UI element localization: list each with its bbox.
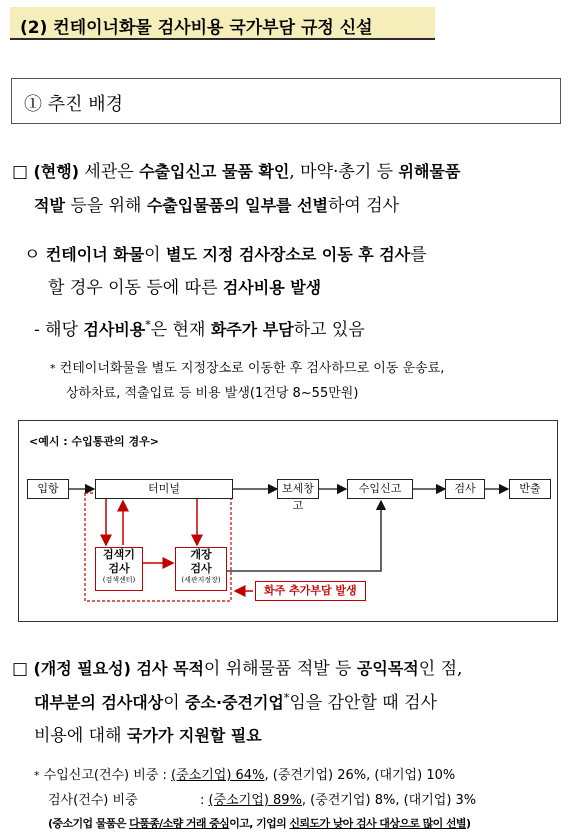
text-bold: 공익목적 [356,659,419,678]
text-bold: 적발 [34,196,65,215]
text: 비용에 대해 [34,726,127,746]
text: 해당 [45,320,84,340]
note2-row2 [48,789,476,808]
node-bonded-warehouse: 보세창고 [277,479,319,499]
footnote-star: * [50,362,56,375]
text-bold: 수출입신고 물품 확인 [139,162,290,181]
subsection-box [11,78,561,124]
text-bold: 별도 지정 검사장소로 이동 후 검사 [165,245,411,264]
text: , (중견기업) 26%, (대기업) 10% [264,768,456,783]
text: 은 현재 [150,320,211,340]
diagram-caption: <예시 : 수입통관의 경우> [29,435,159,448]
para4-line1 [12,654,462,679]
text-bold: (개정 필요성) 검사 목적 [33,659,204,678]
node-xray-inspection [95,547,143,591]
text: 를 [410,245,427,265]
note1-line2 [66,382,358,401]
para3 [34,315,365,340]
para1-line1 [12,157,460,182]
text: 수입신고(건수) 비중 : [43,768,172,783]
text-underlined: (중소기업) 64% [171,768,265,783]
bullet-square: □ [12,659,29,679]
text: 하고 있음 [293,320,365,340]
node-terminal: 터미널 [95,479,233,499]
bullet-circle: ㅇ [24,245,41,265]
text: 상하차료, 적출입료 등 비용 발생(1건당 8~55만원) [66,386,359,401]
text-bold: 검사비용 [83,320,146,339]
footnote-star: * [283,691,290,705]
text: : [200,793,209,808]
footnote-star: * [34,769,40,782]
node-open-inspection [175,547,227,591]
text: 이 위해물품 적발 등 [203,659,357,679]
text-bold: 대부분의 검사대상 [34,693,164,712]
xray-sublabel: (검색센터) [102,576,136,584]
text: 등을 위해 [64,196,147,216]
para2-line2 [48,273,321,298]
text: 이 [163,693,186,713]
process-diagram [18,420,558,622]
text-underlined: 다품종/소량 거래 중심 [129,817,230,830]
text-underlined: (중소기업) 89% [208,793,302,808]
node-release: 반출 [509,479,551,499]
text: 인 점, [418,659,463,679]
text: 세관은 [79,162,140,182]
text: 검사(건수) 비중 [48,793,138,808]
text: 하여 검사 [328,196,400,216]
open-sublabel: (세관지정장) [181,576,221,584]
note2-row3 [48,815,470,831]
note2-row1 [34,764,455,783]
text: 이 [144,245,166,265]
section-title-box [10,7,435,40]
text: ) [465,817,471,830]
text-bold: 중소·중견기업 [185,693,284,712]
para4-line3 [34,721,262,746]
section-title: (2) 컨테이너화물 검사비용 국가부담 규정 신설 [20,18,373,38]
text-bold: 컨테이너 화물 [45,245,145,264]
para1-line2 [34,191,399,216]
text-bold: 국가가 지원할 필요 [126,726,262,745]
text: , (중견기업) 8%, (대기업) 3% [301,793,477,808]
text: 임을 감안할 때 검사 [289,693,437,713]
text-bold: 수출입물품의 일부를 선별 [146,196,328,215]
subsection-title: ① 추진 배경 [24,94,123,115]
bullet-dash: - [34,320,40,340]
xray-label: 검색기 검사 [103,548,135,575]
text: 할 경우 이동 등에 따른 [48,278,223,298]
footnote-star: * [145,318,151,332]
text: 이고, 기업의 [229,817,290,830]
node-import-port: 입항 [27,479,69,499]
para2-line1 [24,240,427,265]
text: , 마약·총기 등 [289,162,399,182]
bullet-square: □ [12,162,29,182]
open-label: 개장 검사 [190,548,212,575]
para4-line2 [34,688,437,713]
text-bold: 검사비용 발생 [222,278,322,297]
text: (중소기업 물품은 [48,817,130,830]
text-underlined: 신뢰도가 낮아 검사 대상으로 많이 선별 [289,817,466,830]
added-cost-label: 화주 추가부담 발생 [255,581,366,601]
node-import-declaration: 수입신고 [347,479,413,499]
arrow-open-declare [227,501,381,571]
text-bold: 화주가 부담 [210,320,294,339]
text-bold: 위해물품 [398,162,461,181]
node-inspection: 검사 [445,479,485,499]
text-bold: (현행) [33,162,80,181]
text: 컨테이너화물을 별도 지정장소로 이동한 후 검사하므로 이동 운송료, [59,361,445,376]
note1-line1 [50,357,444,376]
